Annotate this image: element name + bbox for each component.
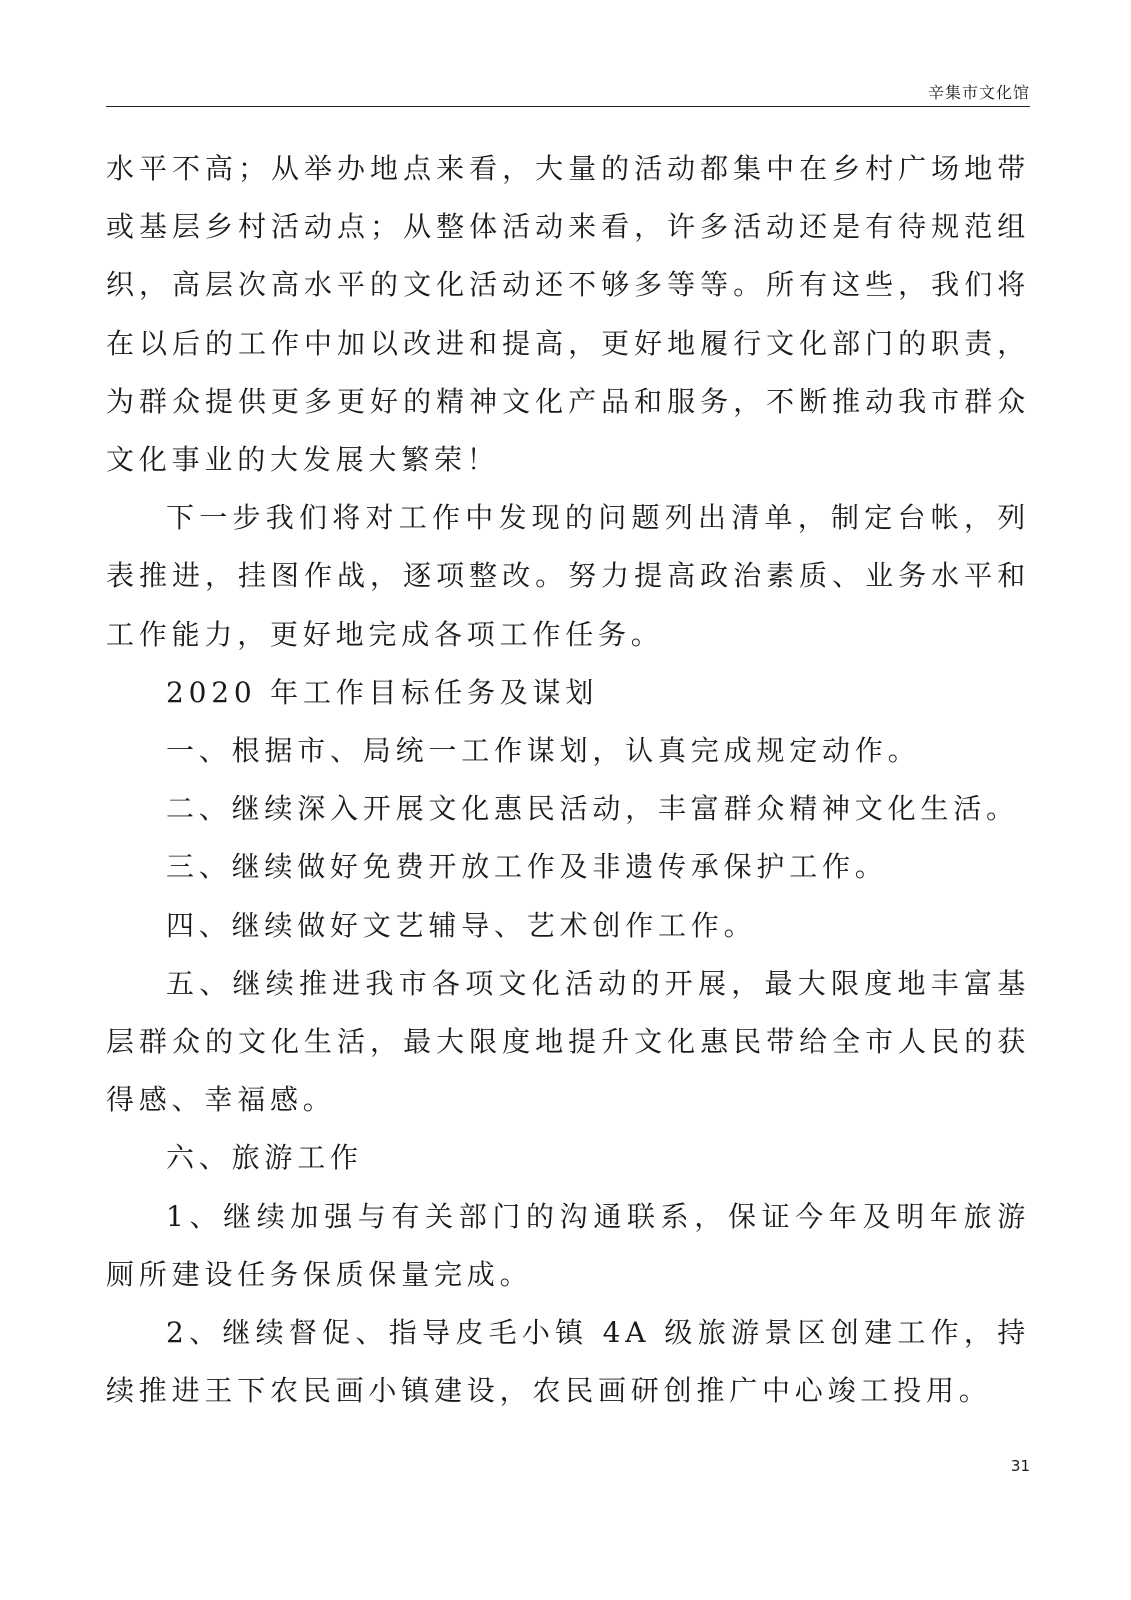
document-body (106, 140, 1030, 1420)
paragraph: 2、继续督促、指导皮毛小镇 4A 级旅游景区创建工作，持续推进王下农民画小镇建设，农民画研创推广中心竣工投用。 (106, 1316, 1030, 1408)
paragraph: 五、继续推进我市各项文化活动的开展，最大限度地丰富基层群众的文化生活，最大限度地提升文化惠民带给全市人民的获得感、幸福感。 (106, 966, 1030, 1117)
page-header (106, 78, 1030, 107)
paragraph: 三、继续做好免费开放工作及非遗传承保护工作。 (166, 850, 888, 884)
page-number: 31 (1010, 1457, 1030, 1475)
paragraph: 二、继续深入开展文化惠民活动，丰富群众精神文化生活。 (166, 792, 1019, 826)
paragraph: 2020 年工作目标任务及谋划 (166, 675, 599, 709)
paragraph: 水平不高；从举办地点来看，大量的活动都集中在乡村广场地带或基层乡村活动点；从整体活动来看，许多活动还是有待规范组织，高层次高水平的文化活动还不够多等等。所有这些，我们将在以后的工作中加以改进和提高，更好地履行文化部门的职责，为群众提供更多更好的精神文化产品和服务，不断推动我市群众文化事业的大发展大繁荣！ (106, 152, 1030, 477)
paragraph: 下一步我们将对工作中发现的问题列出清单，制定台帐，列表推进，挂图作战，逐项整改。努力提高政治素质、业务水平和工作能力，更好地完成各项工作任务。 (106, 501, 1030, 651)
paragraph: 四、继续做好文艺辅导、艺术创作工作。 (166, 908, 757, 942)
header-org-name: 辛集市文化馆 (927, 83, 1030, 102)
paragraph: 六、旅游工作 (166, 1141, 363, 1175)
paragraph: 1、继续加强与有关部门的沟通联系，保证今年及明年旅游厕所建设任务保质保量完成。 (106, 1199, 1030, 1291)
paragraph: 一、根据市、局统一工作谋划，认真完成规定动作。 (166, 734, 921, 768)
